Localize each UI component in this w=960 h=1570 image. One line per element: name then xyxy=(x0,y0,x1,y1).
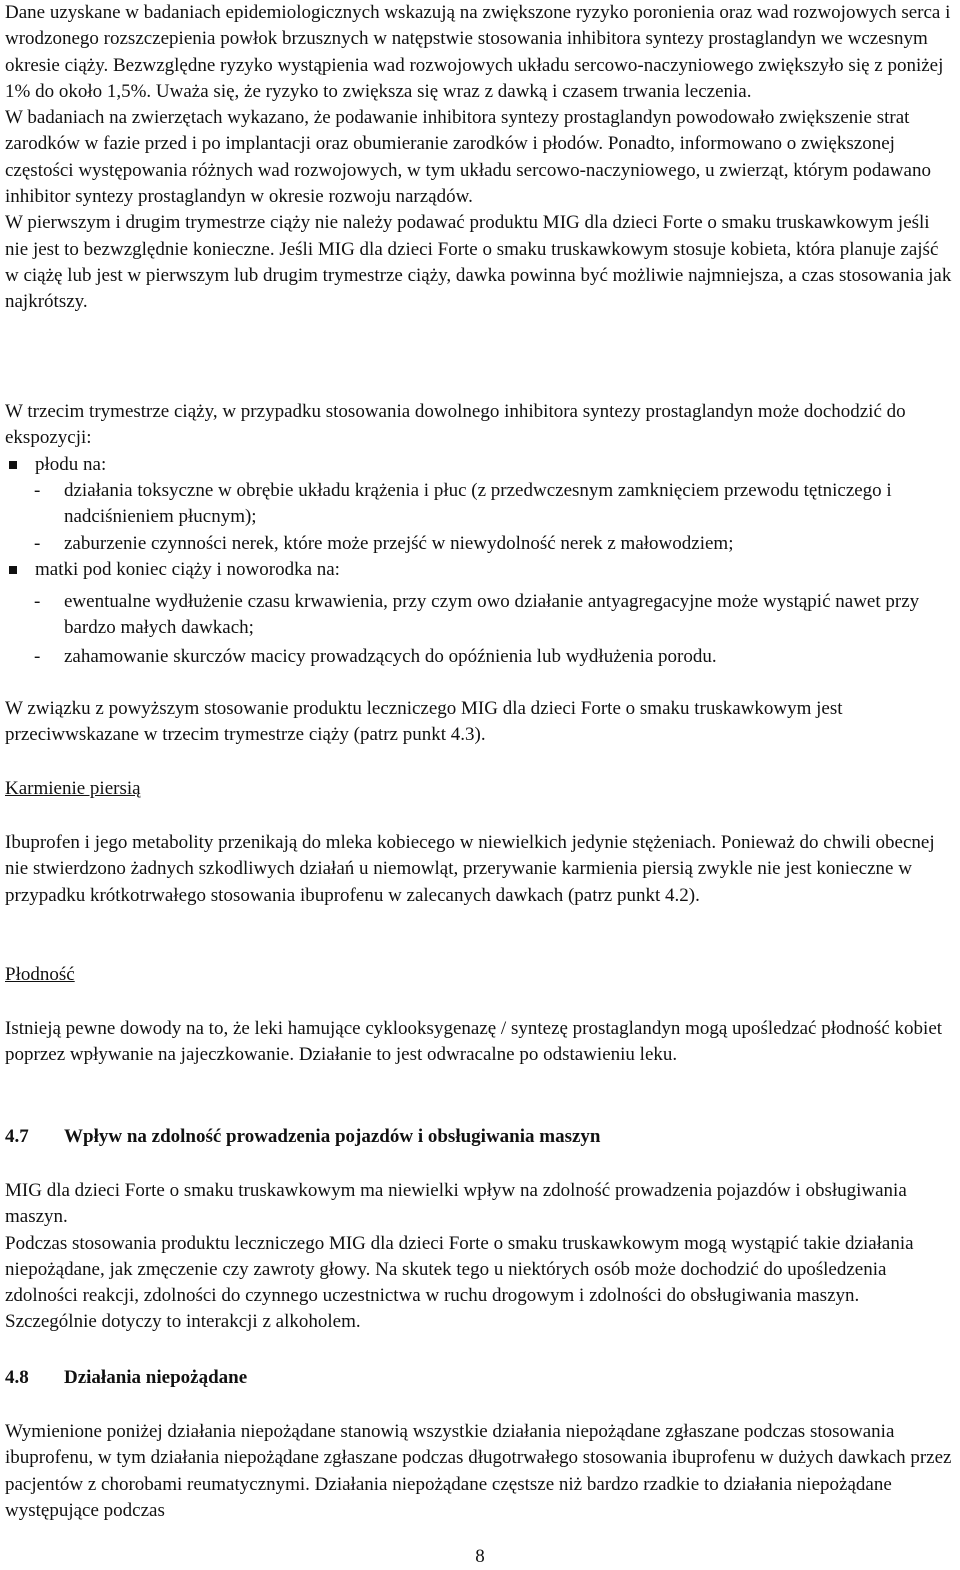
dash-marker: - xyxy=(34,480,41,501)
square-bullet-icon xyxy=(9,461,17,469)
animal-studies-text: W badaniach na zwierzętach wykazano, że podawanie inhibitora syntezy prostaglandyn powodowało zwiększenie strat zarodków w fazie przed i po implantacji oraz obumieranie zarodków i płodów. Ponadto, informowano o zwiększonej częstości występowania różnych wad rozwojowych, w tym układu sercowo-naczyniowego, u zwierząt, którym podawano inhibitor syntezy prostaglandyn w okresie rozwoju narządów. xyxy=(5,107,931,208)
dash-marker: - xyxy=(34,646,41,667)
contraindication-paragraph: W związku z powyższym stosowanie produktu leczniczego MIG dla dzieci Forte o smaku truskawkowym jest przeciwwskazane w trzecim trymestrze ciąży (patrz punkt 4.3). xyxy=(5,698,843,746)
breastfeeding-heading: Karmienie piersią xyxy=(5,778,141,799)
section-4-8-title: Działania niepożądane xyxy=(64,1367,248,1388)
bullet-fetus xyxy=(5,452,955,478)
bullet-mother-label: matki pod koniec ciąży i noworodka na: xyxy=(35,559,340,580)
page-number: 8 xyxy=(475,1546,485,1567)
fetus-item-2-text: zaburzenie czynności nerek, które może przejść w niewydolność nerek z małowodziem; xyxy=(64,533,734,554)
section-4-8-heading xyxy=(5,1365,247,1391)
section-4-7-number: 4.7 xyxy=(5,1126,29,1147)
fertility-paragraph: Istnieją pewne dowody na to, że leki hamujące cyklooksygenazę / syntezę prostaglandyn mogą upośledzać płodność kobiet poprzez wpływanie na jajeczkowanie. Działanie to jest odwracalne po odstawieniu leku. xyxy=(5,1018,943,1066)
square-bullet-icon xyxy=(9,566,17,574)
driving-adverse-effects-text: Podczas stosowania produktu leczniczego MIG dla dzieci Forte o smaku truskawkowym mogą wystąpić takie działania niepożądane, jak zmęczenie czy zawroty głowy. Na skutek tego u niektórych osób może dochodzić do upośledzenia zdolności reakcji, zdolności do czynnego uczestnictwa w ruchu drogowym i zdolności do obsługiwania maszyn. Szczególnie dotyczy to interakcji z alkoholem. xyxy=(5,1232,914,1333)
mother-item-2-text: zahamowanie skurczów macicy prowadzących do opóźnienia lub wydłużenia porodu. xyxy=(64,646,717,667)
fetus-item-1 xyxy=(5,478,955,531)
section-4-7-title: Wpływ na zdolność prowadzenia pojazdów i obsługiwania maszyn xyxy=(64,1126,601,1147)
dash-marker: - xyxy=(34,591,41,612)
mother-item-1-text: ewentualne wydłużenie czasu krwawienia, przy czym owo działanie antyagregacyjne może wystąpić nawet przy bardzo małych dawkach; xyxy=(64,591,920,639)
adverse-effects-paragraph: Wymienione poniżej działania niepożądane stanowią wszystkie działania niepożądane zgłaszane podczas stosowania ibuprofenu, w tym działania niepożądane zgłaszane podczas długotrwałego stosowania ibuprofenu w dużych dawkach przez pacjentów z chorobami reumatycznymi. Działania niepożądane częstsze niż bardzo rzadkie to działania niepożądane występujące podczas xyxy=(5,1421,952,1521)
driving-impact-text: MIG dla dzieci Forte o smaku truskawkowym ma niewielki wpływ na zdolność prowadzenia pojazdów i obsługiwania maszyn. xyxy=(5,1180,907,1228)
fertility-heading: Płodność xyxy=(5,964,75,985)
third-trimester-intro: W trzecim trymestrze ciąży, w przypadku stosowania dowolnego inhibitora syntezy prostaglandyn może dochodzić do ekspozycji: xyxy=(5,401,906,449)
breastfeeding-heading-line xyxy=(5,776,955,802)
fetus-item-1-text: działania toksyczne w obrębie układu krążenia i płuc (z przedwczesnym zamknięciem przewodu tętniczego i nadciśnieniem płucnym); xyxy=(64,480,892,528)
pregnancy-paragraph xyxy=(5,0,955,316)
section-4-7-heading xyxy=(5,1124,600,1150)
first-second-trimester-text: W pierwszym i drugim trymestrze ciąży nie należy podawać produktu MIG dla dzieci Forte o smaku truskawkowym jeśli nie jest to bezwzględnie konieczne. Jeśli MIG dla dzieci Forte o smaku truskawkowym stosuje kobieta, która planuje zajść w ciążę lub jest w pierwszym lub drugim trymestrze ciąży, dawka powinna być możliwie najmniejsza, a czas stosowania jak najkrótszy. xyxy=(5,212,952,313)
section-4-8-number: 4.8 xyxy=(5,1367,29,1388)
mother-item-2 xyxy=(5,644,955,670)
epidemiology-text: Dane uzyskane w badaniach epidemiologicznych wskazują na zwiększone ryzyko poronienia oraz wad rozwojowych serca i wrodzonego rozszczepienia powłok brzusznych w natępstwie stosowania inhibitora syntezy prostaglandyn we wczesnym okresie ciąży. Bezwzględne ryzyko wystąpienia wad rozwojowych układu sercowo-naczyniowego zwiększyło się z poniżej 1% do około 1,5%. Uważa się, że ryzyko to zwiększa się wraz z dawką i czasem trwania leczenia. xyxy=(5,2,951,102)
section-4-7-body xyxy=(5,1178,955,1336)
breastfeeding-paragraph: Ibuprofen i jego metabolity przenikają do mleka kobiecego w niewielkich jedynie stężeniach. Ponieważ do chwili obecnej nie stwierdzono żadnych szkodliwych działań u niemowląt, przerywanie karmienia piersią zwykle nie jest konieczne w przypadku krótkotrwałego stosowania ibuprofenu w zalecanych dawkach (patrz punkt 4.2). xyxy=(5,832,935,906)
bullet-mother xyxy=(5,557,955,583)
fetus-item-2 xyxy=(5,531,955,557)
bullet-fetus-label: płodu na: xyxy=(35,454,107,475)
dash-marker: - xyxy=(34,533,41,554)
mother-item-1 xyxy=(5,589,955,642)
fertility-heading-line xyxy=(5,962,955,988)
